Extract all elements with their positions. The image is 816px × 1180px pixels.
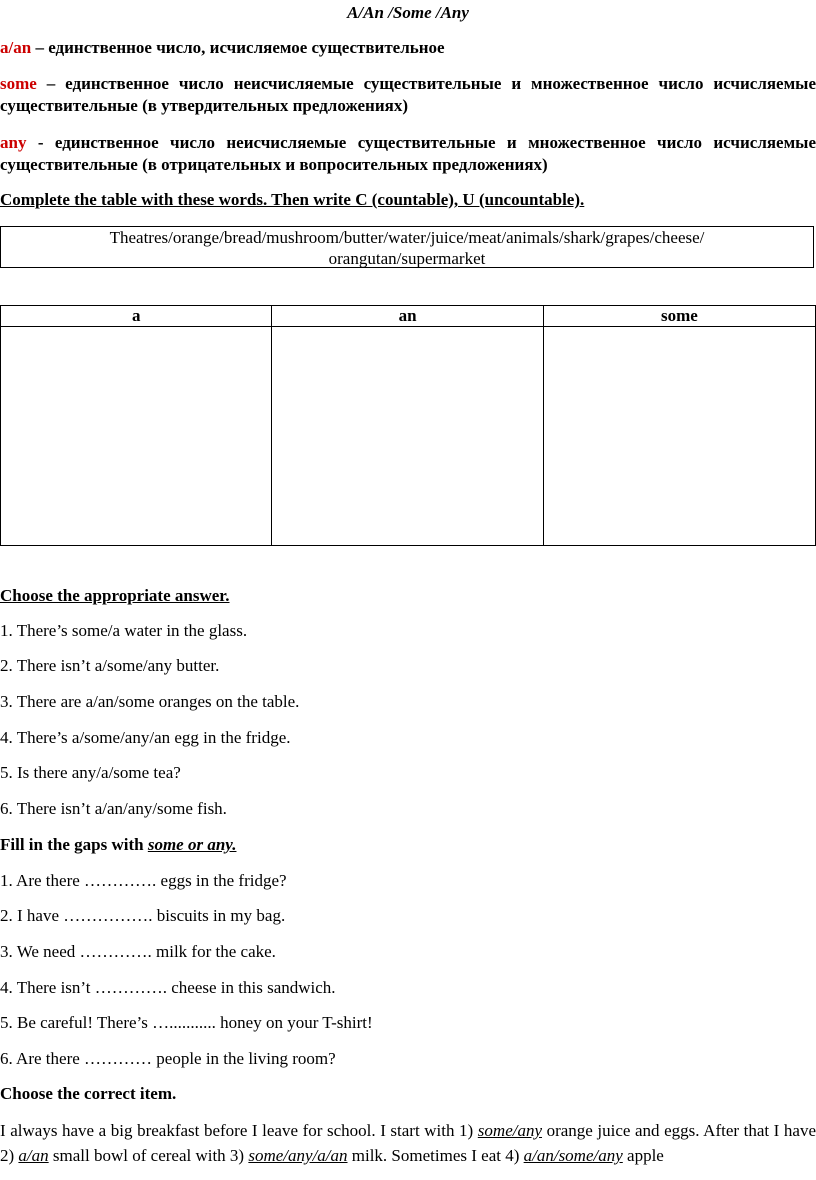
- task3-item: 5. Be careful! There’s …........... honey on your T-shirt!: [0, 1013, 373, 1032]
- word-bank-line-2: orangutan/supermarket: [328, 249, 486, 268]
- definition-keyword: any: [0, 133, 27, 152]
- definition-text: – единственное число, исчисляемое существительное: [31, 38, 445, 57]
- definition-some: [0, 73, 816, 117]
- task3-item: 1. Are there …………. eggs in the fridge?: [0, 871, 287, 890]
- answer-cell-an[interactable]: [272, 327, 543, 546]
- definition-keyword: a/an: [0, 38, 32, 57]
- definition-text: - единственное число неисчисляемые существительные и множественное число исчисляемые существительные (в отрицательных и вопросительных предложениях): [0, 133, 816, 174]
- task2-item: 5. Is there any/a/some tea?: [0, 763, 181, 782]
- definition-keyword: some: [0, 74, 37, 93]
- task2-item: 1. There’s some/a water in the glass.: [0, 621, 248, 640]
- paragraph-text: apple: [622, 1146, 664, 1165]
- task3-item: 2. I have ……………. biscuits in my bag.: [0, 906, 286, 925]
- task4-paragraph: [0, 1118, 816, 1168]
- answer-cell-a[interactable]: [1, 327, 272, 546]
- definition-any: [0, 132, 816, 176]
- paragraph-text: milk. Sometimes I eat 4): [347, 1146, 524, 1165]
- task2-item: 6. There isn’t a/an/any/some fish.: [0, 799, 227, 818]
- column-header-an: an: [272, 306, 543, 327]
- column-header-a: a: [1, 306, 272, 327]
- task3-heading-emphasis: some or any.: [147, 835, 237, 854]
- definition-a-an: [0, 37, 816, 59]
- choice-option-2[interactable]: a/an: [18, 1146, 49, 1165]
- task3-item: 3. We need …………. milk for the cake.: [0, 942, 276, 961]
- task3-item: 6. Are there ………… people in the living room?: [0, 1049, 336, 1068]
- task2-heading: Choose the appropriate answer.: [0, 586, 230, 605]
- task2-item: 3. There are a/an/some oranges on the table.: [0, 692, 300, 711]
- task2-item: 2. There isn’t a/some/any butter.: [0, 656, 220, 675]
- task3-item: 4. There isn’t …………. cheese in this sandwich.: [0, 978, 336, 997]
- task2-item: 4. There’s a/some/any/an egg in the fridge.: [0, 728, 291, 747]
- paragraph-text: orange juice and eggs. After that I have 2): [0, 1121, 816, 1165]
- paragraph-text: small bowl of cereal with 3): [48, 1146, 249, 1165]
- page-title: A/An /Some /Any: [347, 3, 469, 22]
- task1-heading: Complete the table with these words. Then write C (countable), U (uncountable).: [0, 190, 585, 209]
- definition-text: – единственное число неисчисляемые существительные и множественное число исчисляемые существительные (в утвердительных предложениях): [0, 74, 816, 115]
- task3-heading-prefix: Fill in the gaps with: [0, 835, 148, 854]
- column-header-some: some: [543, 306, 815, 327]
- choice-option-4[interactable]: a/an/some/any: [523, 1146, 623, 1165]
- answer-cell-some[interactable]: [543, 327, 815, 546]
- choice-option-1[interactable]: some/any: [477, 1121, 543, 1140]
- paragraph-text: I always have a big breakfast before I leave for school. I start with 1): [0, 1121, 478, 1140]
- sorting-table: [0, 305, 816, 546]
- task3-heading: [0, 835, 236, 855]
- task4-heading: Choose the correct item.: [0, 1084, 177, 1103]
- choice-option-3[interactable]: some/any/a/an: [248, 1146, 348, 1165]
- word-bank-box: [0, 226, 814, 268]
- word-bank-line-1: Theatres/orange/bread/mushroom/butter/water/juice/meat/animals/shark/grapes/cheese/: [109, 228, 705, 247]
